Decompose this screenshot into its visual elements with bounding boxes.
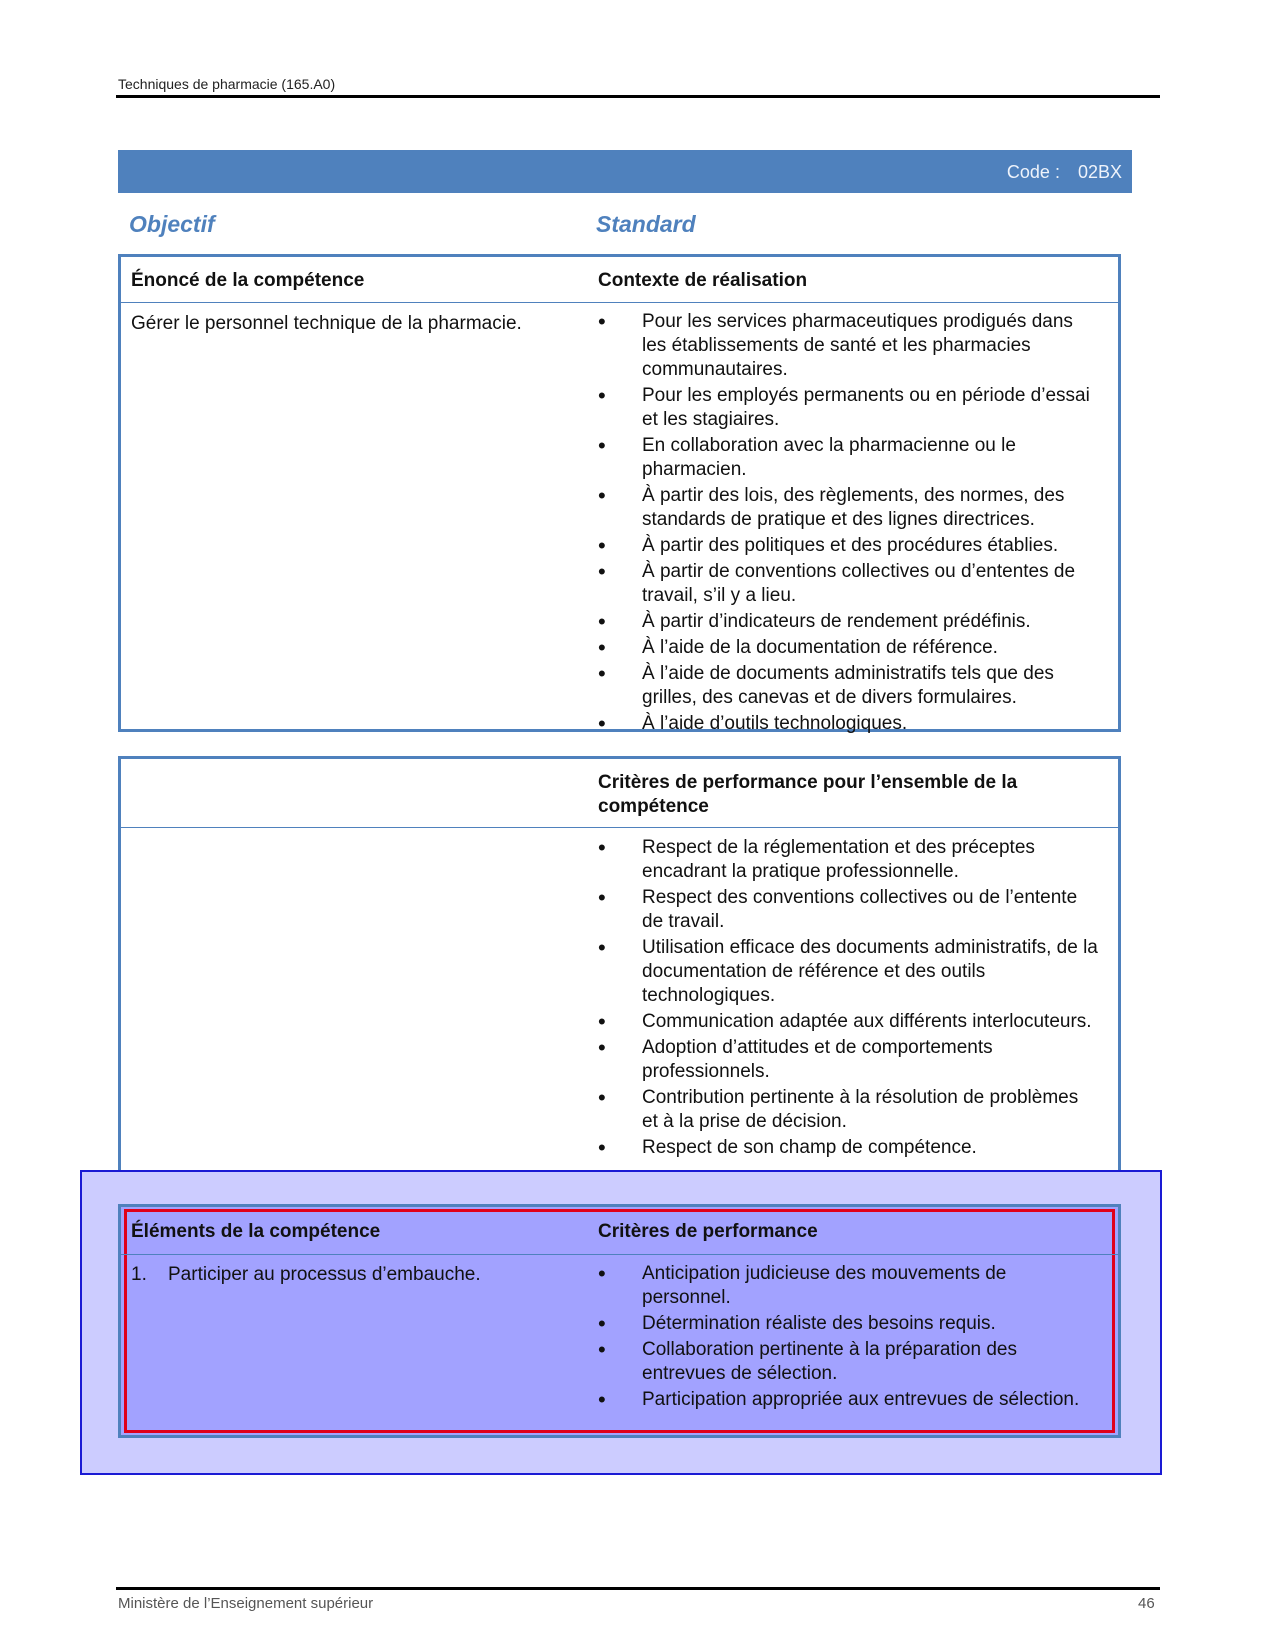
element-item: [131, 1264, 481, 1286]
page-number: 46: [1138, 1595, 1155, 1612]
element-number: 1.: [131, 1264, 147, 1285]
objectif-heading: Objectif: [129, 211, 215, 237]
context-list: [598, 310, 1098, 738]
competence-table: [118, 254, 1121, 732]
performance-criteria-list: [598, 1262, 1098, 1414]
list-item: • À partir des lois, des règlements, des normes, des standards de pratique et des lignes directrices.: [598, 484, 1098, 532]
list-item: • Anticipation judicieuse des mouvements de personnel.: [598, 1262, 1098, 1310]
list-item: • Utilisation efficace des documents administratifs, de la documentation de référence et des outils technologiques.: [598, 936, 1098, 1008]
list-item: • Pour les employés permanents ou en période d’essai et les stagiaires.: [598, 384, 1098, 432]
list-item: • À partir des politiques et des procédures établies.: [598, 534, 1098, 558]
standard-heading: Standard: [596, 211, 696, 237]
table-header-divider: [121, 1254, 1118, 1255]
list-item: • Collaboration pertinente à la préparation des entrevues de sélection.: [598, 1338, 1098, 1386]
list-item: • Respect des conventions collectives ou de l’entente de travail.: [598, 886, 1098, 934]
list-item: • En collaboration avec la pharmacienne ou le pharmacien.: [598, 434, 1098, 482]
code-label: [1007, 162, 1122, 183]
list-item: • À partir de conventions collectives ou d’ententes de travail, s’il y a lieu.: [598, 560, 1098, 608]
document-header-title: Techniques de pharmacie (165.A0): [118, 76, 336, 92]
context-header: Contexte de réalisation: [598, 270, 808, 291]
elements-header: Éléments de la compétence: [131, 1221, 381, 1242]
header-divider: [116, 95, 1160, 98]
elements-table[interactable]: [118, 1204, 1121, 1438]
element-text: Participer au processus d’embauche.: [168, 1264, 481, 1285]
table-header-divider: [121, 827, 1118, 828]
list-item: • À l’aide d’outils technologiques.: [598, 712, 1098, 736]
list-item: • Contribution pertinente à la résolution de problèmes et à la prise de décision.: [598, 1086, 1098, 1134]
competence-statement: Gérer le personnel technique de la pharmacie.: [131, 313, 522, 334]
code-label-text: Code :: [1006, 162, 1060, 182]
footer-divider: [116, 1587, 1160, 1590]
footer-ministry: Ministère de l’Enseignement supérieur: [118, 1595, 374, 1612]
code-value: 02BX: [1077, 162, 1122, 182]
global-criteria-header: Critères de performance pour l’ensemble de la compétence: [598, 772, 1018, 817]
global-criteria-table: [118, 756, 1121, 1183]
table-header-divider: [121, 302, 1118, 303]
list-item: • Détermination réaliste des besoins requis.: [598, 1312, 1098, 1336]
list-item: • À l’aide de la documentation de référence.: [598, 636, 1098, 660]
global-criteria-list: [598, 836, 1098, 1162]
list-item: • Communication adaptée aux différents interlocuteurs.: [598, 1010, 1098, 1034]
performance-criteria-header: Critères de performance: [598, 1221, 818, 1242]
code-band: [118, 150, 1132, 193]
list-item: • Pour les services pharmaceutiques prodigués dans les établissements de santé et les pharmacies communautaires.: [598, 310, 1098, 382]
list-item: • À l’aide de documents administratifs tels que des grilles, des canevas et de divers formulaires.: [598, 662, 1098, 710]
list-item: • À partir d’indicateurs de rendement prédéfinis.: [598, 610, 1098, 634]
competence-statement-header: Énoncé de la compétence: [131, 270, 365, 291]
list-item: • Adoption d’attitudes et de comportements professionnels.: [598, 1036, 1098, 1084]
list-item: • Respect de son champ de compétence.: [598, 1136, 1098, 1160]
list-item: • Respect de la réglementation et des préceptes encadrant la pratique professionnelle.: [598, 836, 1098, 884]
list-item: • Participation appropriée aux entrevues de sélection.: [598, 1388, 1098, 1412]
